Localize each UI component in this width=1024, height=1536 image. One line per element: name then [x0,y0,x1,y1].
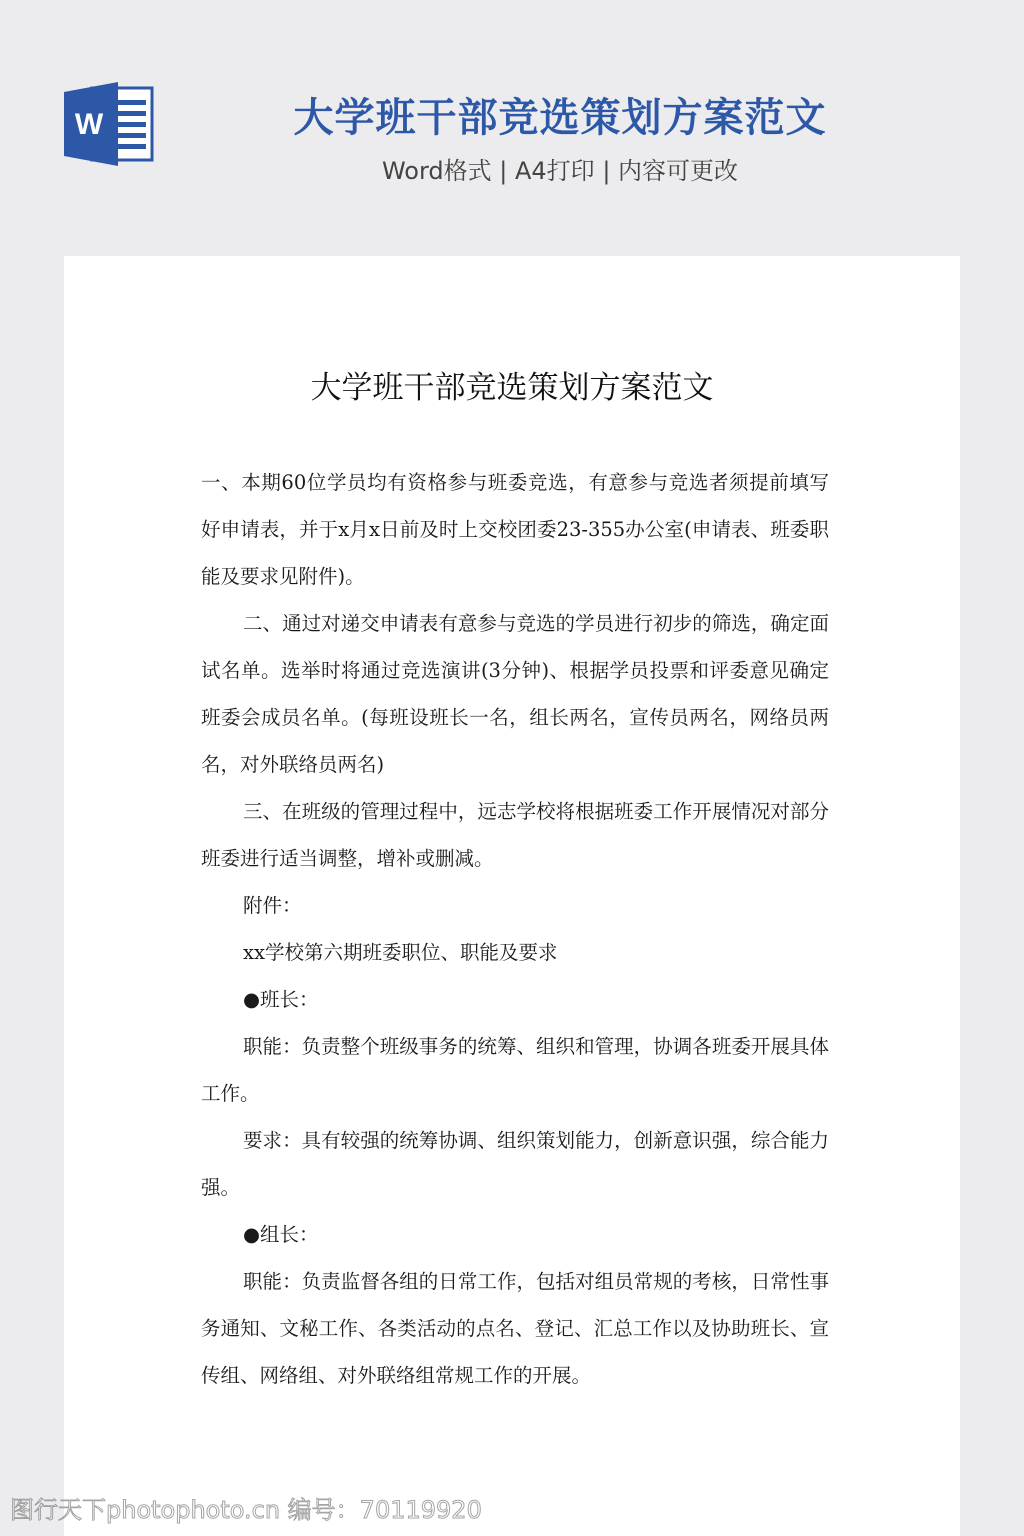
header-title: 大学班干部竞选策划方案范文 [293,95,827,141]
document-body [201,459,829,1399]
paragraph: 要求：具有较强的统筹协调、组织策划能力，创新意识强，综合能力强。 [201,1129,829,1199]
document-page [64,256,960,1536]
paragraph: ●组长： [243,1223,319,1246]
word-document-icon [64,82,156,166]
paragraph: 一、本期60位学员均有资格参与班委竞选，有意参与竞选者须提前填写好申请表，并于x月x日前及时上交校团委23-355办公室(申请表、班委职能及要求见附件)。 [201,471,829,588]
paragraph: 二、通过对递交申请表有意参与竞选的学员进行初步的筛选，确定面试名单。选举时将通过竞选演讲(3分钟)、根据学员投票和评委意见确定班委会成员名单。(每班设班长一名，组长两名，宣传员两名，网络员两名，对外联络员两名) [201,612,829,776]
paragraph: 三、在班级的管理过程中，远志学校将根据班委工作开展情况对部分班委进行适当调整，增补或删减。 [201,800,829,870]
svg-text:W: W [74,108,104,141]
paragraph: 附件： [243,894,302,917]
paragraph: 职能：负责整个班级事务的统筹、组织和管理，协调各班委开展具体工作。 [201,1035,829,1105]
header-banner [0,0,1024,255]
paragraph: ●班长： [243,988,319,1011]
document-title: 大学班干部竞选策划方案范文 [310,370,714,406]
paragraph: 职能：负责监督各组的日常工作，包括对组员常规的考核，日常性事务通知、文秘工作、各类活动的点名、登记、汇总工作以及协助班长、宣传组、网络组、对外联络组常规工作的开展。 [201,1270,829,1387]
watermark: 图行天下photophoto.cn 编号：70119920 [10,1496,482,1524]
header-subtitle: Word格式 | A4打印 | 内容可更改 [381,157,739,185]
paragraph: xx学校第六期班委职位、职能及要求 [243,941,558,964]
